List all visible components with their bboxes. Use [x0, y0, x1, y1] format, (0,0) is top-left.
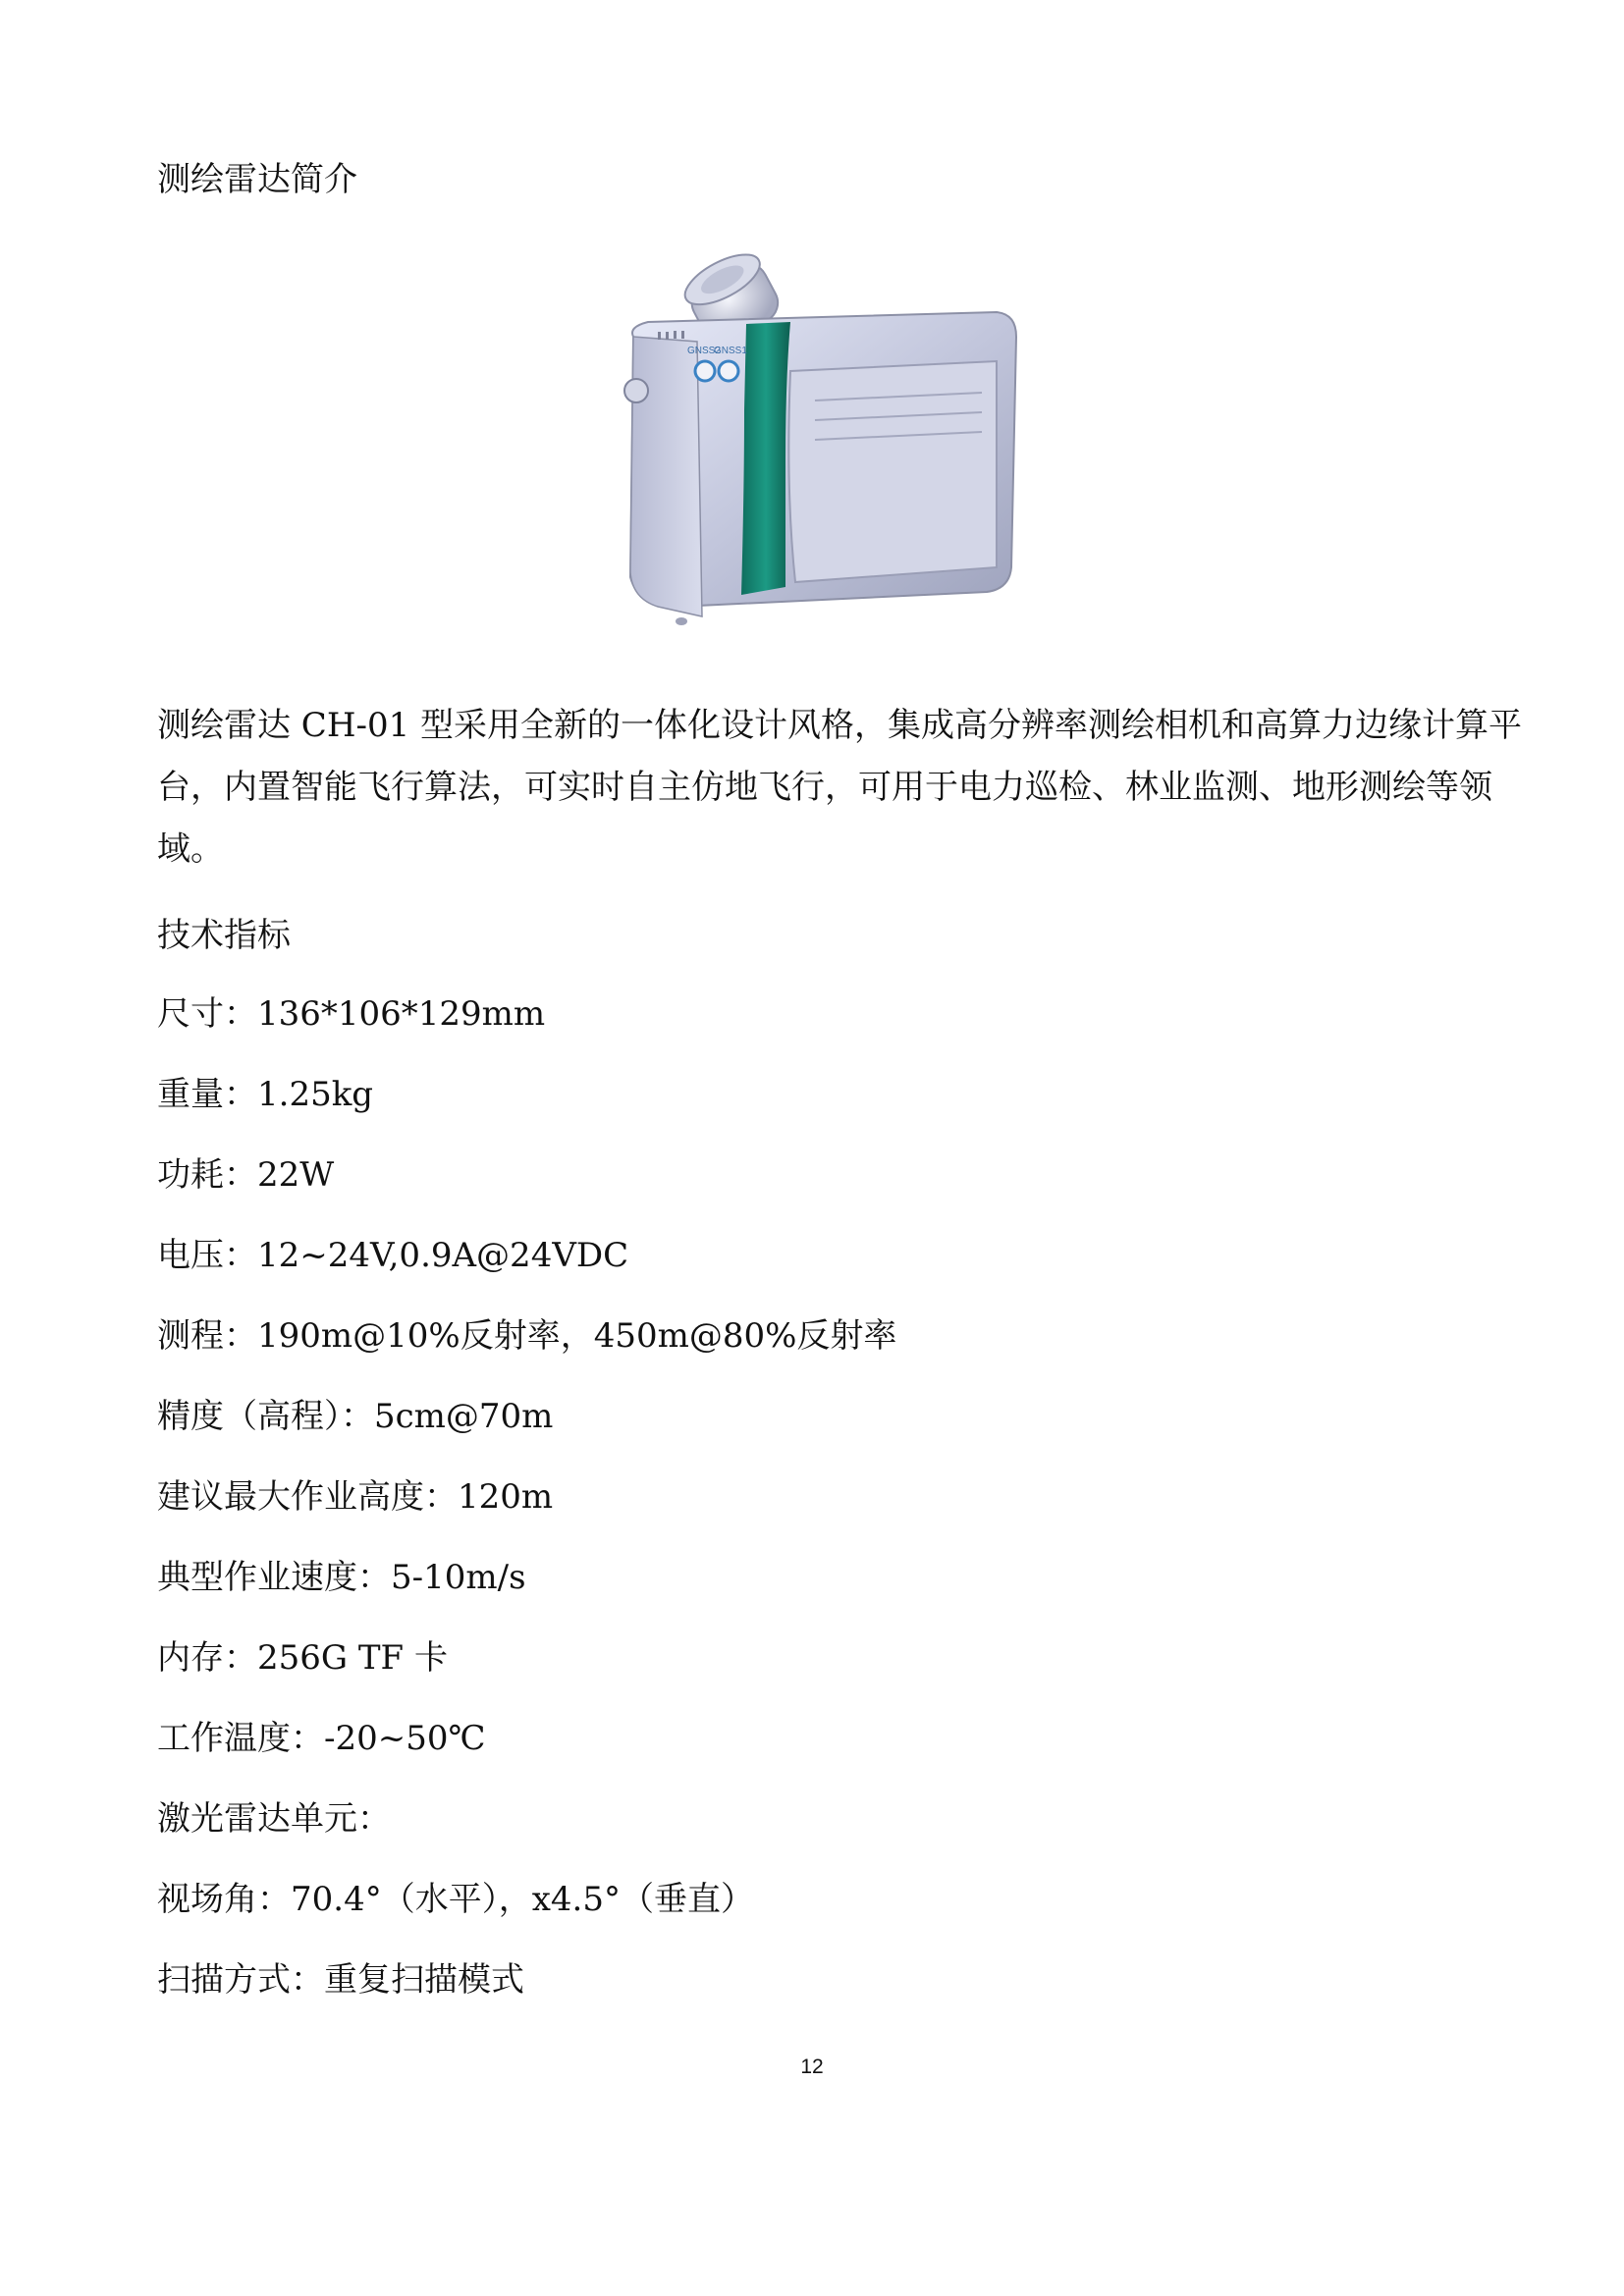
lidar-device-illustration	[619, 243, 1021, 641]
intro-paragraph	[157, 695, 1523, 881]
page-number: 12	[800, 2056, 824, 2078]
intro-line: 域。	[157, 829, 224, 869]
spec-weight: 重量：1.25kg	[157, 1075, 374, 1114]
spec-power: 功耗：22W	[157, 1155, 335, 1195]
spec-temperature: 工作温度：-20~50℃	[157, 1719, 486, 1758]
gnss2-label: GNSS2	[687, 346, 721, 356]
spec-speed: 典型作业速度：5-10m/s	[157, 1558, 526, 1597]
spec-fov: 视场角：70.4°（水平），x4.5°（垂直）	[157, 1880, 754, 1919]
spec-accuracy: 精度（高程）：5cm@70m	[157, 1397, 554, 1436]
spec-lidar-unit: 激光雷达单元：	[157, 1799, 391, 1839]
product-photo	[619, 243, 1021, 641]
section-title: 测绘雷达简介	[157, 160, 357, 199]
spec-scan-mode: 扫描方式：重复扫描模式	[157, 1960, 524, 2000]
spec-storage: 内存：256G TF 卡	[157, 1638, 448, 1678]
spec-max-altitude: 建议最大作业高度：120m	[157, 1477, 554, 1517]
spec-heading: 技术指标	[157, 916, 291, 955]
spec-voltage: 电压：12~24V,0.9A@24VDC	[157, 1236, 629, 1275]
intro-line: 测绘雷达 CH-01 型采用全新的一体化设计风格，集成高分辨率测绘相机和高算力边缘计算平	[157, 706, 1523, 745]
intro-line: 台，内置智能飞行算法，可实时自主仿地飞行，可用于电力巡检、林业监测、地形测绘等领	[157, 768, 1492, 807]
gnss1-label: GNSS1	[714, 346, 747, 356]
spec-range: 测程：190m@10%反射率，450m@80%反射率	[157, 1316, 897, 1356]
spec-size: 尺寸：136*106*129mm	[157, 994, 546, 1034]
